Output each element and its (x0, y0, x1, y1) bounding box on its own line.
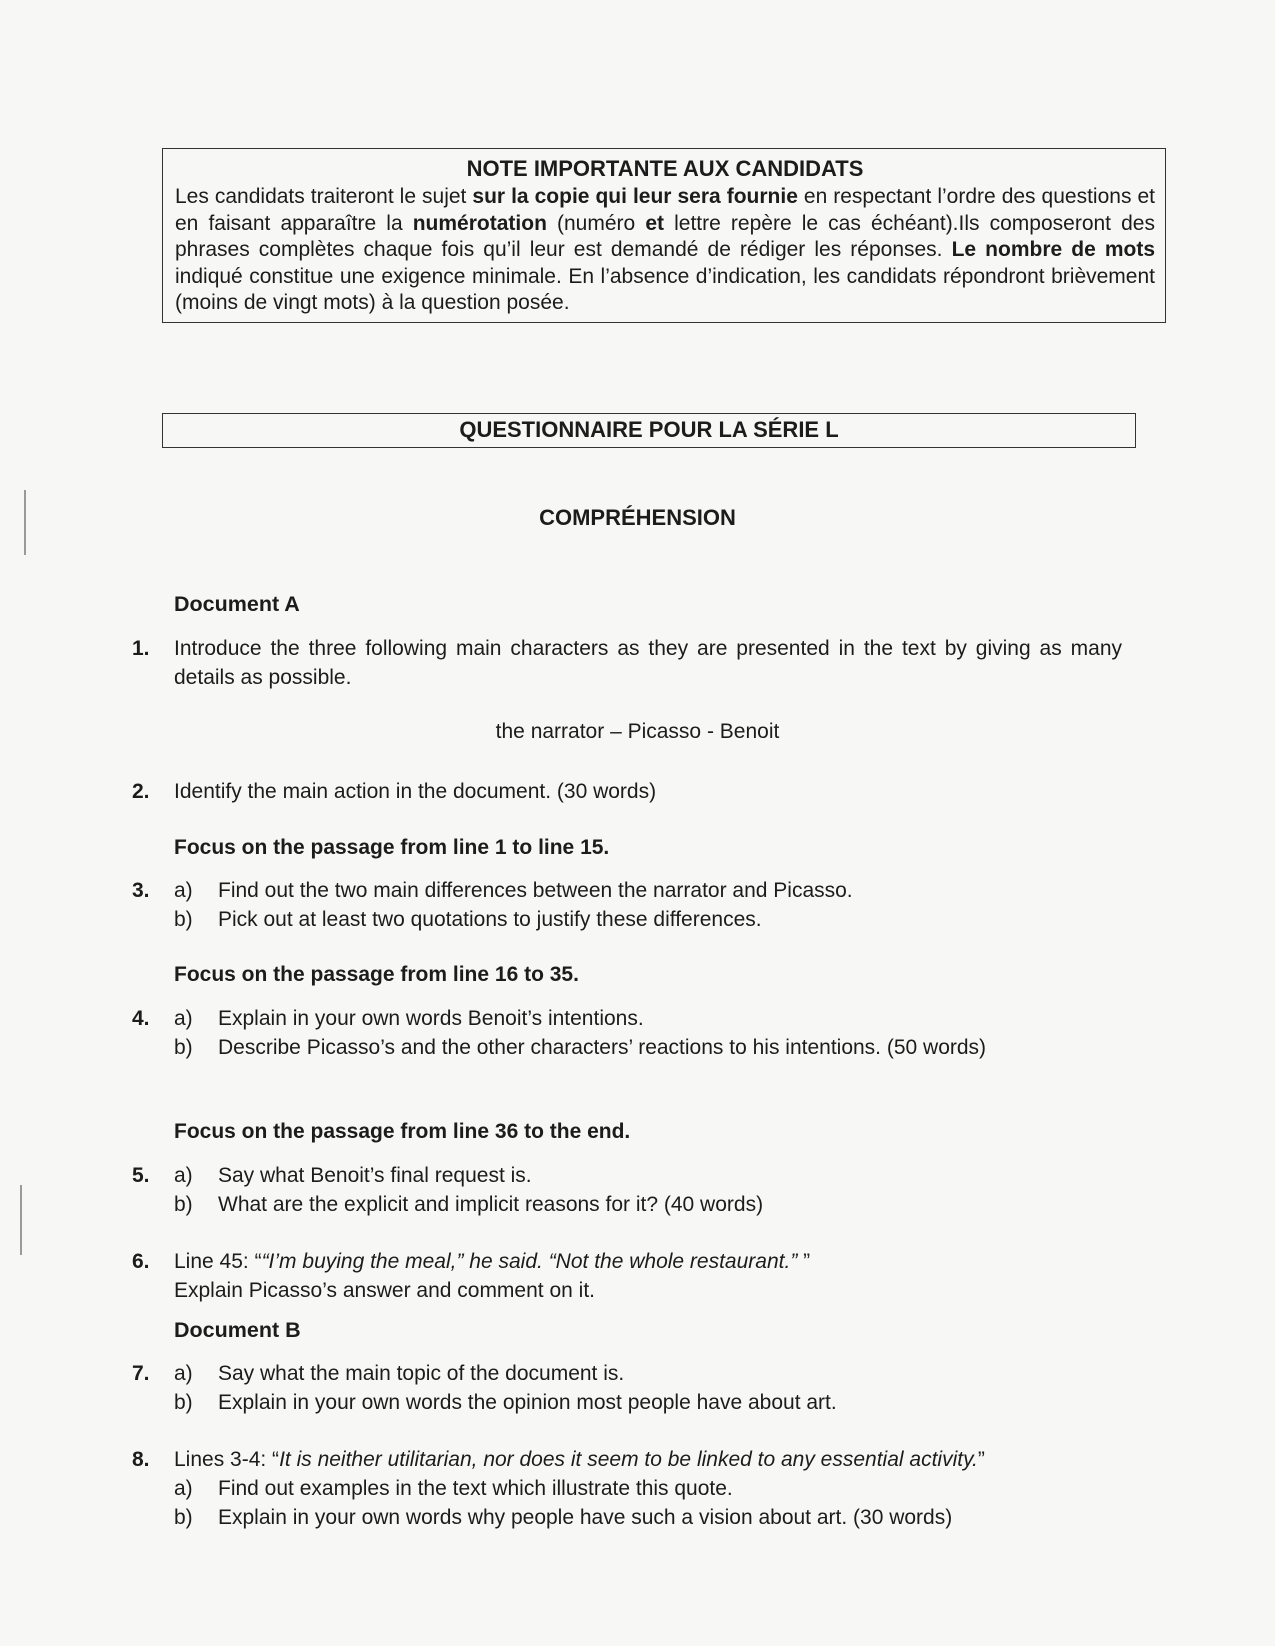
note-bold-part: et (645, 211, 665, 235)
sub-question-b (174, 1503, 1122, 1532)
note-text-part: lettre repère le cas échéant).Ils composeront des phrases complètes chaque fois qu’il leur est demandé de rédiger les réponses. (175, 211, 1155, 262)
sub-letter: b) (174, 1391, 193, 1414)
note-text-part: en respectant l’ordre des questions et en faisant apparaître la (175, 185, 1155, 235)
sub-text: Say what the main topic of the document is. (218, 1362, 625, 1385)
sub-text: Explain in your own words why people have such a vision about art. (30 words) (218, 1506, 953, 1529)
note-text-part: Les candidats traiteront le sujet (175, 185, 473, 208)
sub-question-b (174, 1190, 1122, 1219)
sub-text: Explain in your own words the opinion most people have about art. (218, 1391, 837, 1414)
sub-letter: b) (174, 1193, 193, 1216)
note-box (162, 148, 1166, 323)
question-text (174, 1445, 1122, 1474)
sub-question-a (174, 1004, 1122, 1033)
sub-question-b (174, 1388, 1122, 1417)
question-number: 4. (132, 1007, 150, 1030)
section-title: COMPRÉHENSION (539, 505, 736, 530)
sub-letter: a) (174, 1007, 193, 1030)
characters-list: the narrator – Picasso - Benoit (495, 720, 780, 743)
question-2 (132, 777, 1122, 806)
sub-text: Find out the two main differences between the narrator and Picasso. (218, 879, 853, 902)
question-text-line-2: Explain Picasso’s answer and comment on it. (174, 1279, 595, 1302)
sub-letter: b) (174, 908, 193, 931)
sub-question-a (174, 876, 1122, 905)
note-text (175, 184, 1155, 317)
sub-text: What are the explicit and implicit reasons for it? (40 words) (218, 1193, 764, 1216)
question-1 (132, 634, 1122, 692)
question-7 (132, 1359, 1122, 1417)
quote-text: “I’m buying the meal,” he said. “Not the whole restaurant.” (261, 1250, 804, 1273)
focus-heading-2: Focus on the passage from line 16 to 35. (174, 963, 579, 986)
sub-letter: a) (174, 1164, 193, 1187)
sub-question-b (174, 1033, 1122, 1062)
sub-text: Describe Picasso’s and the other characters’ reactions to his intentions. (50 words) (218, 1036, 987, 1059)
question-text: Introduce the three following main characters as they are presented in the text by giving as many details as possible. (174, 637, 1122, 689)
sub-text: Explain in your own words Benoit’s intentions. (218, 1007, 644, 1030)
question-number: 7. (132, 1362, 150, 1385)
sub-letter: a) (174, 1477, 193, 1500)
document-b-heading: Document B (174, 1318, 301, 1342)
note-bold-part: Le nombre de mots (951, 238, 1155, 262)
sub-question-a (174, 1359, 1122, 1388)
sub-text: Say what Benoit’s final request is. (218, 1164, 532, 1187)
sub-question-a (174, 1474, 1122, 1503)
scan-edge-mark (20, 1185, 22, 1255)
question-number: 2. (132, 780, 150, 803)
question-text (174, 1247, 1122, 1276)
question-6 (132, 1247, 1122, 1305)
sub-letter: b) (174, 1036, 193, 1059)
sub-letter: b) (174, 1506, 193, 1529)
quote-suffix: ” (977, 1448, 985, 1471)
sub-question-a (174, 1161, 1122, 1190)
sub-question-b (174, 905, 1122, 934)
note-title: NOTE IMPORTANTE AUX CANDIDATS (466, 156, 864, 181)
quote-prefix: Line 45: “ (174, 1250, 262, 1273)
quote-suffix: ” (803, 1250, 811, 1273)
focus-heading-3: Focus on the passage from line 36 to the end. (174, 1120, 631, 1143)
question-number: 5. (132, 1164, 150, 1187)
note-text-part: (numéro (546, 211, 646, 235)
sub-text: Find out examples in the text which illustrate this quote. (218, 1477, 733, 1500)
question-number: 3. (132, 879, 150, 902)
question-4 (132, 1004, 1122, 1062)
note-bold-part: numérotation (412, 211, 547, 235)
question-8 (132, 1445, 1122, 1532)
note-bold-part: sur la copie qui leur sera fournie (472, 185, 798, 208)
question-number: 8. (132, 1448, 150, 1471)
sub-letter: a) (174, 879, 193, 902)
question-text: Identify the main action in the document. (30 words) (174, 780, 657, 803)
question-number: 6. (132, 1250, 150, 1273)
quote-prefix: Lines 3-4: “ (174, 1448, 280, 1471)
question-3 (132, 876, 1122, 934)
question-5 (132, 1161, 1122, 1219)
sub-text: Pick out at least two quotations to justify these differences. (218, 908, 762, 931)
focus-heading-1: Focus on the passage from line 1 to line 15. (174, 836, 610, 859)
question-number: 1. (132, 637, 150, 660)
document-a-heading: Document A (174, 592, 300, 616)
series-title: QUESTIONNAIRE POUR LA SÉRIE L (162, 413, 1136, 448)
sub-letter: a) (174, 1362, 193, 1385)
note-text-part: indiqué constitue une exigence minimale. En l’absence d’indication, les candidats répondront brièvement (moins de vingt mots) à la question posée. (175, 264, 1155, 315)
quote-text: It is neither utilitarian, nor does it seem to be linked to any essential activity. (279, 1448, 978, 1471)
